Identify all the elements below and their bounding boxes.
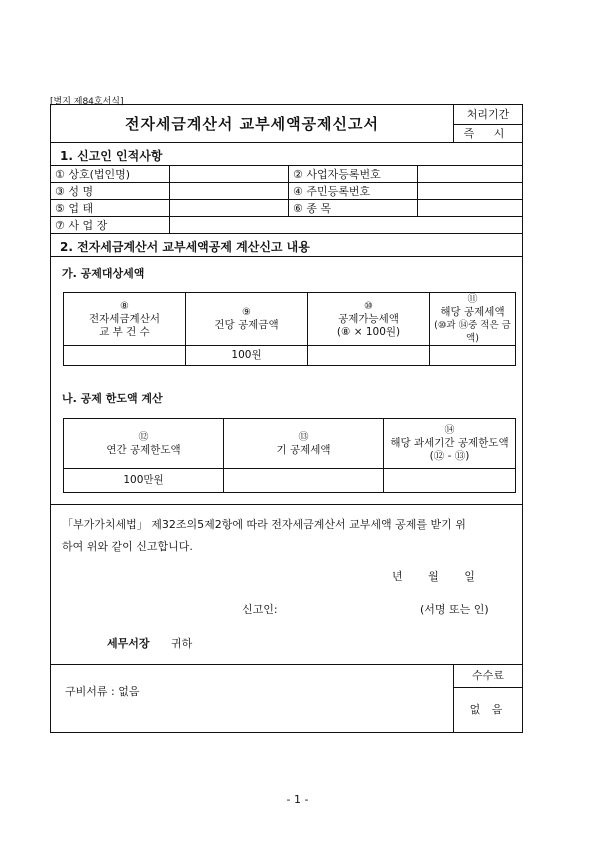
- declaration-date: 년 월 일: [392, 570, 475, 583]
- reporter-label: 신고인:: [242, 603, 278, 616]
- field-company[interactable]: [170, 166, 289, 183]
- cell-period-limit[interactable]: [384, 469, 516, 493]
- field-business-address[interactable]: [170, 217, 523, 234]
- attachments-label: 구비서류 : 없음: [65, 685, 140, 698]
- cell-applicable-deduction[interactable]: [430, 346, 516, 366]
- section1-heading: 1. 신고인 인적사항: [60, 149, 163, 163]
- header-invoice-count: ⑧ 전자세금계산서 교 부 건 수: [64, 293, 186, 346]
- header-previous-deduction: ⑬ 기 공제세액: [224, 419, 384, 469]
- honorific-label: 귀하: [171, 637, 193, 650]
- field-name[interactable]: [170, 183, 289, 200]
- header-applicable-deduction: ⑪ 해당 공제세액 (⑩과 ⑭중 적은 금액): [430, 293, 516, 346]
- header-per-invoice-amount: ⑨ 건당 공제금액: [186, 293, 308, 346]
- section2-heading: 2. 전자세금계산서 교부세액공제 계산신고 내용: [60, 240, 310, 254]
- cell-invoice-count[interactable]: [64, 346, 186, 366]
- field-business-reg-no[interactable]: [418, 166, 523, 183]
- field-resident-reg-no[interactable]: [418, 183, 523, 200]
- header-period-limit: ⑭ 해당 과세기간 공제한도액 (⑫ - ⑬): [384, 419, 516, 469]
- cell-annual-limit: 100만원: [64, 469, 224, 493]
- label-business-address: ⑦ 사 업 장: [51, 217, 170, 234]
- cell-deductible-amount[interactable]: [308, 346, 430, 366]
- label-business-item: ⑥ 종 목: [289, 200, 418, 217]
- label-business-type: ⑤ 업 태: [51, 200, 170, 217]
- section-divider: [51, 504, 522, 505]
- subsection-a-heading: 가. 공제대상세액: [62, 267, 145, 280]
- fee-header: 수수료: [454, 665, 522, 688]
- page-number: - 1 -: [286, 793, 309, 806]
- processing-period-value: 즉 시: [463, 127, 513, 140]
- header-deductible-amount: ⑩ 공제가능세액 (⑧ × 100원): [308, 293, 430, 346]
- processing-period-header: 처리기간: [454, 105, 522, 125]
- fee-value: 없 음: [469, 703, 507, 716]
- field-business-type[interactable]: [170, 200, 289, 217]
- label-company: ① 상호(법인명): [51, 166, 170, 183]
- cell-previous-deduction[interactable]: [224, 469, 384, 493]
- declaration-text: 「부가가치세법」 제32조의5제2항에 따라 전자세금계산서 교부세액 공제를 받기 위 하여 위와 같이 신고합니다.: [62, 518, 466, 553]
- subsection-b-heading: 나. 공제 한도액 계산: [62, 392, 163, 405]
- label-resident-reg-no: ④ 주민등록번호: [289, 183, 418, 200]
- tax-office-label: 세무서장: [107, 637, 150, 650]
- form-number-label: [별지 제84호서식]: [50, 97, 124, 107]
- label-name: ③ 성 명: [51, 183, 170, 200]
- footer-divider: [51, 664, 453, 665]
- document-title: 전자세금계산서 교부세액공제신고서: [124, 115, 380, 133]
- header-annual-limit: ⑫ 연간 공제한도액: [64, 419, 224, 469]
- deduction-limit-table: [63, 418, 516, 493]
- cell-per-invoice-amount: 100원: [186, 346, 308, 366]
- applicant-info-table: [51, 165, 522, 234]
- fee-box: [453, 664, 522, 733]
- processing-period-box: [453, 105, 522, 143]
- signature-label: (서명 또는 인): [420, 603, 489, 616]
- label-business-reg-no: ② 사업자등록번호: [289, 166, 418, 183]
- field-business-item[interactable]: [418, 200, 523, 217]
- deductible-tax-table: [63, 292, 516, 366]
